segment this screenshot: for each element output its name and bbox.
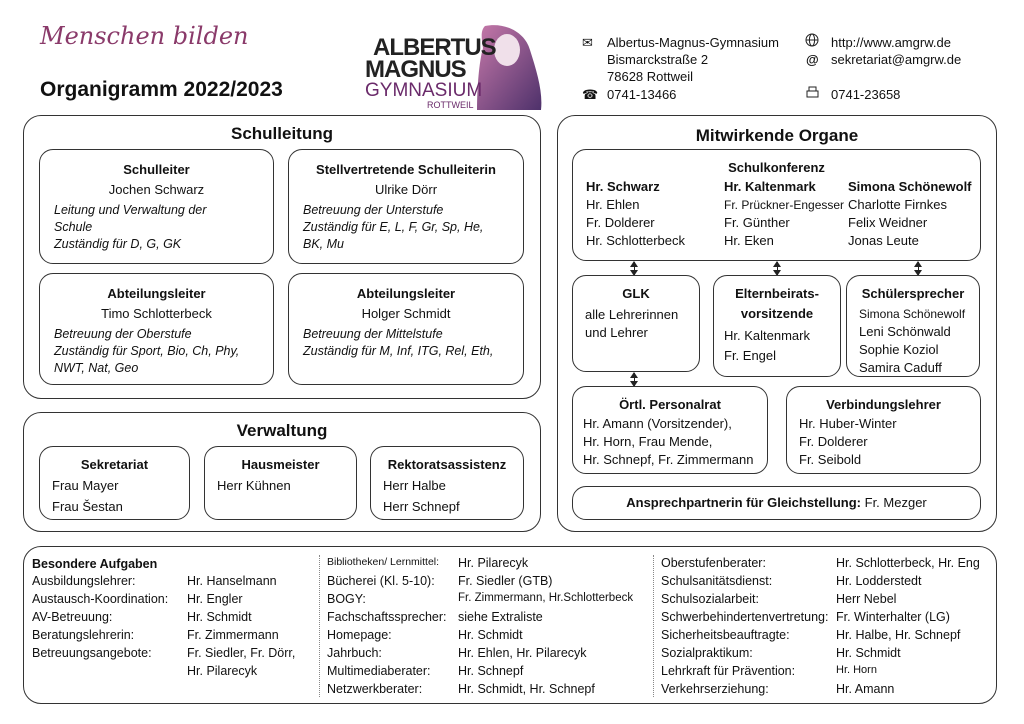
card-desc-2: Schule <box>54 220 93 234</box>
card-desc-3: BK, Mu <box>303 237 344 251</box>
school-logo <box>365 22 550 110</box>
website-link[interactable]: http://www.amgrw.de <box>831 35 951 50</box>
list-item: Hr. Ehlen <box>586 197 640 212</box>
card-desc-2: und Lehrer <box>585 325 648 340</box>
card-desc-2: Zuständig für M, Inf, ITG, Rel, Eth, <box>303 344 494 358</box>
task-person: Hr. Schmidt <box>187 610 252 624</box>
address-name: Albertus-Magnus-Gymnasium <box>607 35 779 50</box>
hausmeister-card <box>204 446 357 520</box>
task-label: Bibliotheken/ Lernmittel: <box>327 556 440 568</box>
list-item: Fr. Dolderer <box>586 215 655 230</box>
task-person: Hr. Horn <box>836 664 877 676</box>
phone-icon: ☎ <box>582 87 599 102</box>
schulkonferenz-eltern-column <box>724 178 844 250</box>
at-icon: @ <box>806 52 819 67</box>
task-label: Ausbildungslehrer: <box>32 574 136 588</box>
task-label: Sicherheitsbeauftragte: <box>661 628 790 642</box>
card-desc-3: Zuständig für D, G, GK <box>54 237 182 251</box>
card-desc-1: alle Lehrerinnen <box>585 307 679 322</box>
task-label: Schulsozialarbeit: <box>661 592 759 606</box>
card-person: Jochen Schwarz <box>108 182 205 197</box>
card-desc-3: NWT, Nat, Geo <box>54 361 139 375</box>
list-item: Hr. Schwarz <box>586 179 660 194</box>
card-desc-1: Betreuung der Unterstufe <box>303 203 444 217</box>
task-person: siehe Extraliste <box>458 610 543 624</box>
envelope-icon: ✉ <box>582 35 593 50</box>
task-person: Hr. Schmidt <box>458 628 523 642</box>
task-person: Hr. Schlotterbeck, Hr. Eng <box>836 556 980 570</box>
card-person: Hr. Horn, Frau Mende, <box>583 434 713 449</box>
connector-arrow <box>918 262 919 275</box>
globe-icon <box>805 33 819 52</box>
task-person: Fr. Siedler, Fr. Dörr, <box>187 646 296 660</box>
gleichstellung-label: Ansprechpartnerin für Gleichstellung: <box>626 495 861 510</box>
address-block <box>607 34 779 85</box>
logo-text-4: ROTTWEIL <box>427 100 474 110</box>
schulleiter-card <box>39 149 274 264</box>
task-label: Lehrkraft für Prävention: <box>661 664 796 678</box>
card-person: Herr Schnepf <box>383 499 460 514</box>
page-title: Organigramm 2022/2023 <box>40 78 283 101</box>
card-title: Hausmeister <box>241 457 320 472</box>
card-desc-2: Zuständig für E, L, F, Gr, Sp, He, <box>303 220 484 234</box>
slogan: Menschen bilden <box>40 22 249 50</box>
card-person: Sophie Koziol <box>859 342 939 357</box>
glk-card <box>572 275 700 372</box>
verwaltung-panel <box>23 412 541 532</box>
schulkonferenz-schueler-column <box>848 178 972 250</box>
organe-panel <box>557 115 997 532</box>
schulleitung-title: Schulleitung <box>231 124 333 143</box>
logo-text-1: ALBERTUS <box>373 34 496 61</box>
schulkonferenz-title: Schulkonferenz <box>728 160 825 175</box>
task-person: Hr. Pilarecyk <box>458 556 529 570</box>
address-street: Bismarckstraße 2 <box>607 52 709 67</box>
aufgaben-title: Besondere Aufgaben <box>32 557 158 571</box>
email-link[interactable]: sekretariat@amgrw.de <box>831 52 962 67</box>
task-person: Hr. Ehlen, Hr. Pilarecyk <box>458 646 587 660</box>
card-person: Simona Schönewolf <box>859 307 966 321</box>
task-label: Verkehrserziehung: <box>661 682 769 696</box>
card-title: Örtl. Personalrat <box>619 397 721 412</box>
schulkonferenz-card <box>572 149 981 261</box>
list-item: Simona Schönewolf <box>848 179 972 194</box>
fax-number: 0741-23658 <box>831 87 901 102</box>
card-title: Schulleiter <box>123 162 190 177</box>
connector-arrow <box>634 262 635 275</box>
task-label: Schulsanitätsdienst: <box>661 574 773 588</box>
list-item: Hr. Eken <box>724 233 774 248</box>
task-person: Hr. Schmidt <box>836 646 901 660</box>
card-title: Elternbeirats- <box>735 286 819 301</box>
column-divider <box>653 555 655 697</box>
list-item: Jonas Leute <box>848 233 919 248</box>
connector-arrow <box>634 373 635 386</box>
personalrat-card <box>572 386 768 474</box>
task-person: Hr. Engler <box>187 592 243 606</box>
task-label: AV-Betreuung: <box>32 610 113 624</box>
card-title: vorsitzende <box>740 306 814 321</box>
task-label: Jahrbuch: <box>327 646 382 660</box>
task-person: Hr. Schmidt, Hr. Schnepf <box>458 682 595 696</box>
logo-text-2: MAGNUS <box>365 56 466 83</box>
card-title: Sekretariat <box>80 457 149 472</box>
task-label: Oberstufenberater: <box>661 556 766 570</box>
card-desc-1: Betreuung der Mittelstufe <box>303 327 443 341</box>
list-item: Charlotte Firnkes <box>848 197 947 212</box>
list-item: Hr. Kaltenmark <box>724 179 816 194</box>
list-item: Felix Weidner <box>848 215 928 230</box>
gleichstellung-person: Fr. Mezger <box>864 495 927 510</box>
task-person: Herr Nebel <box>836 592 897 606</box>
fax-icon <box>806 86 819 104</box>
card-desc-2: Zuständig für Sport, Bio, Ch, Phy, <box>54 344 240 358</box>
card-person: Frau Mayer <box>52 478 119 493</box>
list-item: Hr. Schlotterbeck <box>586 233 685 248</box>
card-title: Verbindungslehrer <box>826 397 941 412</box>
task-person: Hr. Amann <box>836 682 895 696</box>
card-person: Timo Schlotterbeck <box>101 306 212 321</box>
aufgaben-panel <box>23 546 997 704</box>
connector-arrow <box>777 262 778 275</box>
schuelersprecher-card <box>846 275 980 377</box>
card-person: Leni Schönwald <box>859 324 951 339</box>
abteilungsleiter-oberstufe-card <box>39 273 274 385</box>
card-person: Ulrike Dörr <box>374 182 438 197</box>
task-label: Netzwerkberater: <box>327 682 423 696</box>
schulkonferenz-lehrer-column <box>586 178 685 250</box>
gleichstellung-card <box>572 486 981 520</box>
task-person: Hr. Halbe, Hr. Schnepf <box>836 628 961 642</box>
card-person: Hr. Amann (Vorsitzender), <box>583 416 732 431</box>
card-title: Schülersprecher <box>861 286 965 301</box>
task-label: Schwerbehindertenvertretung: <box>661 610 829 624</box>
card-desc-1: Leitung und Verwaltung der <box>54 203 207 217</box>
logo-text-3: GYMNASIUM <box>365 80 483 101</box>
card-person: Fr. Dolderer <box>799 434 868 449</box>
rektoratsassistenz-card <box>370 446 524 520</box>
card-person: Holger Schmidt <box>361 306 451 321</box>
task-person: Fr. Zimmermann <box>187 628 279 642</box>
card-title: Abteilungsleiter <box>356 286 456 301</box>
task-label: Fachschaftssprecher: <box>327 610 447 624</box>
address-city: 78628 Rottweil <box>607 69 693 84</box>
card-person: Fr. Engel <box>724 348 777 363</box>
card-person: Fr. Seibold <box>799 452 862 467</box>
stellvertretung-card <box>288 149 524 264</box>
task-person: Fr. Zimmermann, Hr.Schlotterbeck <box>458 592 634 604</box>
card-person: Herr Kühnen <box>217 478 291 493</box>
organe-title: Mitwirkende Organe <box>695 126 859 145</box>
task-person: Hr. Hanselmann <box>187 574 277 588</box>
list-item: Fr. Günther <box>724 215 790 230</box>
abteilungsleiter-mittelstufe-card <box>288 273 524 385</box>
card-person: Samira Caduff <box>859 360 942 375</box>
task-person: Hr. Lodderstedt <box>836 574 922 588</box>
task-label: Sozialpraktikum: <box>661 646 753 660</box>
task-label: Beratungslehrerin: <box>32 628 135 642</box>
task-label: Multimediaberater: <box>327 664 431 678</box>
card-title: Abteilungsleiter <box>107 286 206 301</box>
card-person: Hr. Huber-Winter <box>799 416 897 431</box>
verwaltung-title: Verwaltung <box>236 421 328 440</box>
task-label: Homepage: <box>327 628 392 642</box>
card-title: Rektoratsassistenz <box>387 457 507 472</box>
task-person: Fr. Winterhalter (LG) <box>836 610 950 624</box>
task-person: Hr. Pilarecyk <box>187 664 258 678</box>
task-label: Betreuungsangebote: <box>32 646 152 660</box>
phone-number: 0741-13466 <box>607 87 677 102</box>
verbindungslehrer-card <box>786 386 981 474</box>
task-label: Austausch-Koordination: <box>32 592 169 606</box>
schulleitung-panel <box>23 115 541 399</box>
sekretariat-card <box>39 446 190 520</box>
task-label: BOGY: <box>327 592 366 606</box>
card-person: Hr. Kaltenmark <box>724 328 810 343</box>
card-desc-1: Betreuung der Oberstufe <box>54 327 192 341</box>
list-item: Fr. Prückner-Engesser <box>724 198 845 212</box>
card-title: GLK <box>622 286 650 301</box>
card-person: Frau Šestan <box>52 499 123 514</box>
task-label: Bücherei (Kl. 5-10): <box>327 574 435 588</box>
elternbeirat-card <box>713 275 841 377</box>
column-divider <box>319 555 321 697</box>
card-title: Stellvertretende Schulleiterin <box>316 162 496 177</box>
card-person: Herr Halbe <box>383 478 446 493</box>
task-person: Fr. Siedler (GTB) <box>458 574 553 588</box>
task-person: Hr. Schnepf <box>458 664 524 678</box>
card-person: Hr. Schnepf, Fr. Zimmermann <box>583 452 754 467</box>
